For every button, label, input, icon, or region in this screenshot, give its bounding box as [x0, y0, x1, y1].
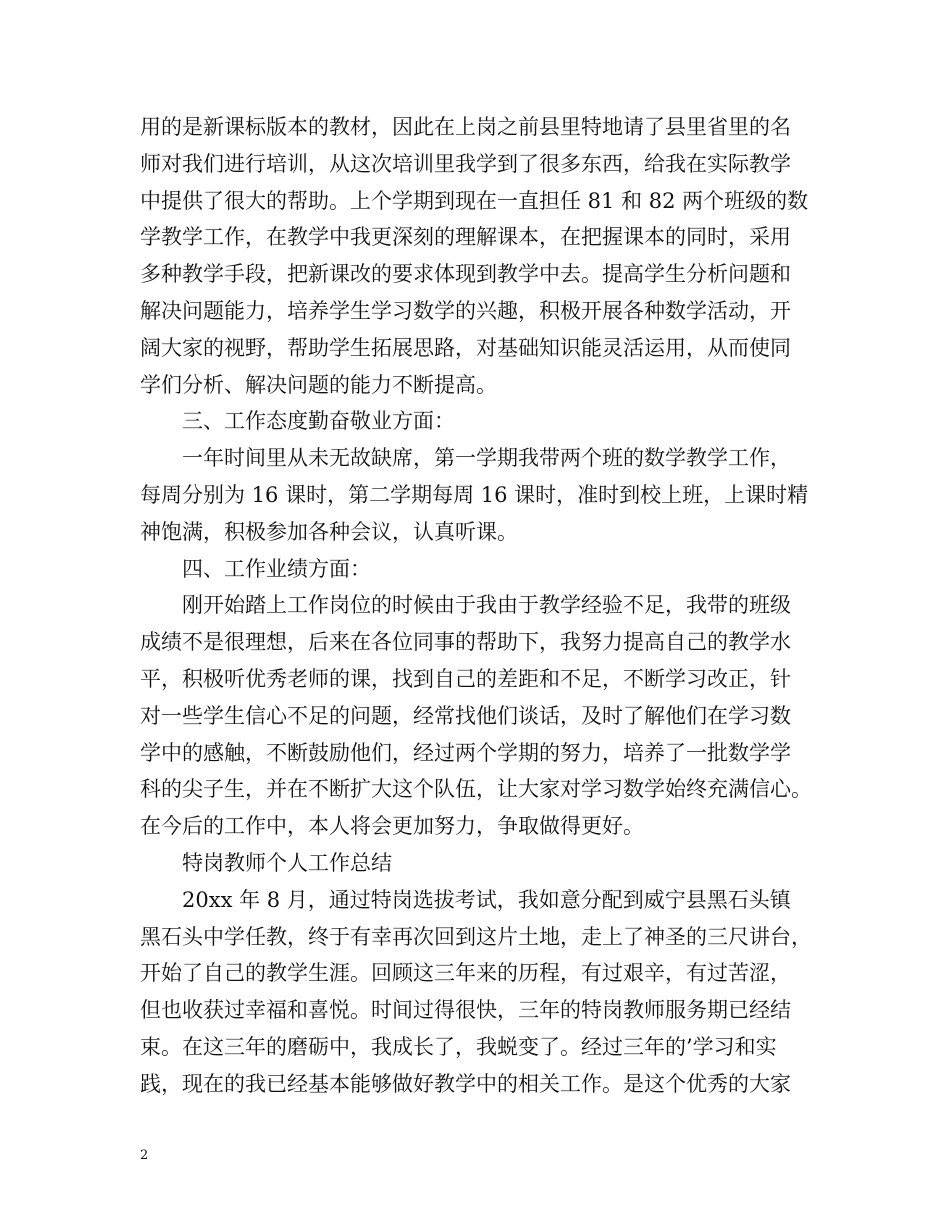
- text-line: 学们分析、解决问题的能力不断提高。: [140, 372, 497, 397]
- text-line: 科的尖子生，并在不断扩大这个队伍，让大家对学习数学始终充满信心。: [140, 777, 812, 802]
- text-line: 但也收获过幸福和喜悦。时间过得很快，三年的特岗教师服务期已经结: [140, 998, 791, 1023]
- text-line: 神饱满，积极参加各种会议，认真听课。: [140, 519, 518, 544]
- text-line: 中提供了很大的帮助。上个学期到现在一直担任 81 和 82 两个班级的数: [140, 188, 809, 213]
- text-line: 黑石头中学任教，终于有幸再次回到这片土地，走上了神圣的三尺讲台，: [140, 924, 812, 949]
- text-line: 师对我们进行培训，从这次培训里我学到了很多东西，给我在实际教学: [140, 151, 791, 176]
- text-line: 刚开始踏上工作岗位的时候由于我由于教学经验不足，我带的班级: [182, 593, 791, 618]
- section-heading: 三、工作态度勤奋敬业方面：: [182, 409, 455, 434]
- text-line: 束。在这三年的磨砺中，我成长了，我蜕变了。经过三年的’学习和实: [140, 1034, 777, 1059]
- text-line: 学教学工作，在教学中我更深刻的理解课本，在把握课本的同时，采用: [140, 225, 791, 250]
- text-line: 成绩不是很理想，后来在各位同事的帮助下，我努力提高自己的教学水: [140, 630, 791, 655]
- text-line: 在今后的工作中，本人将会更加努力，争取做得更好。: [140, 814, 644, 839]
- text-line: 开始了自己的教学生涯。回顾这三年来的历程，有过艰辛，有过苦涩，: [140, 961, 791, 986]
- text-line: 对一些学生信心不足的问题，经常找他们谈话，及时了解他们在学习数: [140, 703, 791, 728]
- body-text: [140, 109, 830, 1103]
- text-line: 践，现在的我已经基本能够做好教学中的相关工作。是这个优秀的大家: [140, 1071, 791, 1096]
- text-line: 多种教学手段，把新课改的要求体现到教学中去。提高学生分析问题和: [140, 262, 791, 287]
- text-line: 每周分别为 16 课时，第二学期每周 16 课时，准时到校上班，上课时精: [140, 482, 809, 507]
- page-number: 2: [140, 1148, 149, 1163]
- text-line: 学中的感触，不断鼓励他们，经过两个学期的努力，培养了一批数学学: [140, 740, 791, 765]
- text-line: 一年时间里从未无故缺席，第一学期我带两个班的数学教学工作，: [182, 446, 791, 471]
- text-line: 阔大家的视野，帮助学生拓展思路，对基础知识能灵活运用，从而使同: [140, 335, 791, 360]
- section-heading: 四、工作业绩方面：: [182, 556, 371, 581]
- document-title: 特岗教师个人工作总结: [182, 850, 392, 875]
- text-line: 平，积极听优秀老师的课，找到自己的差距和不足，不断学习改正，针: [140, 666, 791, 691]
- text-line: 用的是新课标版本的教材，因此在上岗之前县里特地请了县里省里的名: [140, 115, 791, 139]
- text-line: 解决问题能力，培养学生学习数学的兴趣，积极开展各种数学活动，开: [140, 298, 791, 323]
- text-line: 20xx 年 8 月，通过特岗选拔考试，我如意分配到威宁县黑石头镇: [182, 887, 791, 912]
